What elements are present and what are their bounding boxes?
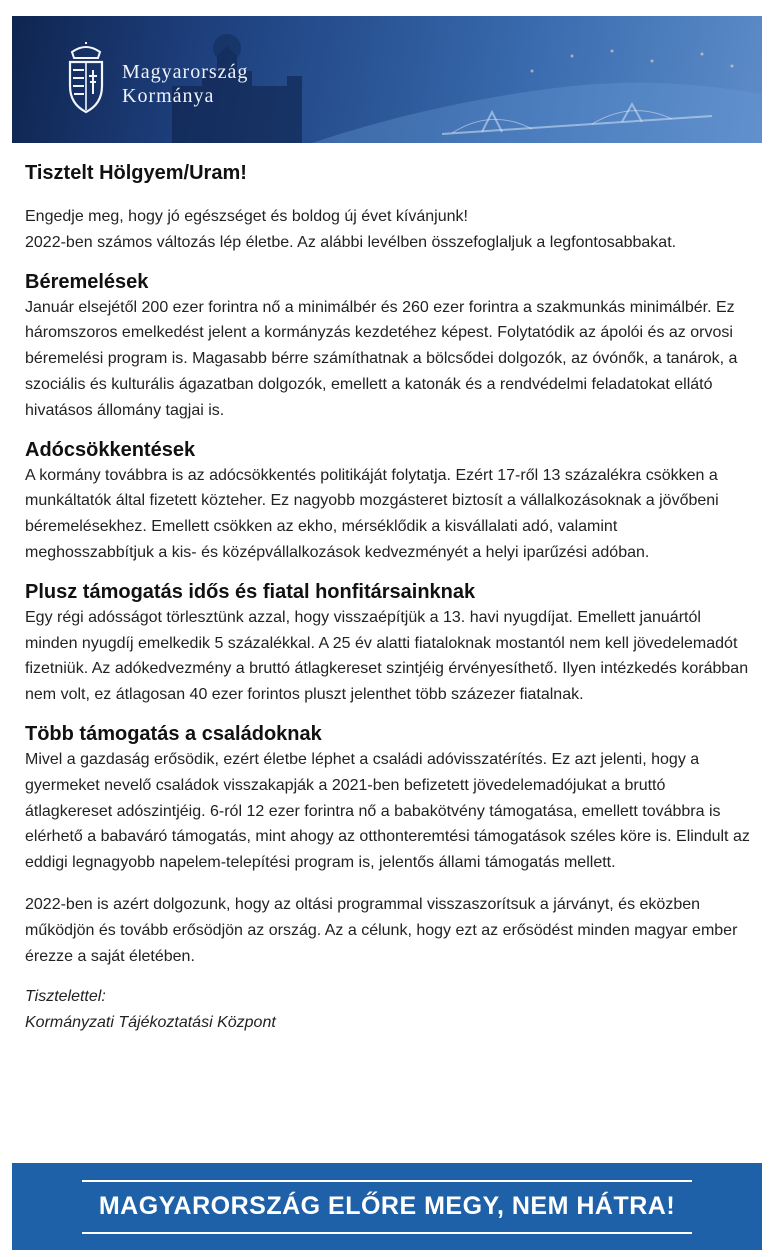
section-heading: Plusz támogatás idős és fiatal honfitársainknak xyxy=(25,580,476,603)
section-family-support xyxy=(25,722,750,876)
hungarian-coat-of-arms-icon xyxy=(62,42,110,114)
section-wage-increase xyxy=(25,270,750,424)
section-body: Január elsejétől 200 ezer forintra nő a minimálbér és 260 ezer forintra a szakmunkás minimálbér. Ez háromszoros emelkedést jelent a kormányzás kezdetéhez képest. Folytatódik az ápolói és az orvosi béremelési program is. Magasabb bérre számíthatnak a bölcsődei dolgozók, az óvónők, a tanárok, a szociális és kulturális ágazatban dolgozók, emellett a katonák és a rendvédelmi feladatokat ellátó hivatásos állomány tagjai is. xyxy=(25,298,738,419)
section-tax-cuts xyxy=(25,438,750,566)
brand-line1: Magyarország xyxy=(122,61,249,83)
header-banner xyxy=(12,16,762,143)
footer-slogan: MAGYARORSZÁG ELŐRE MEGY, NEM HÁTRA! xyxy=(98,1192,676,1220)
section-elderly-young-support xyxy=(25,580,750,708)
brand-line2: Kormánya xyxy=(122,85,215,107)
closing-paragraph: 2022-ben is azért dolgozunk, hogy az oltási programmal visszaszorítsuk a járványt, és eközben működjön és tovább erősödjön az ország. Az a célunk, hogy ezt az erősödést minden magyar ember érezze a saját életében. xyxy=(25,895,738,965)
section-body: A kormány továbbra is az adócsökkentés politikáját folytatja. Ezért 17-ről 13 százalékra csökken a munkáltatók által fizetett közteher. Ez nagyobb mozgásteret biztosít a vállalkozásoknak a jövőbeni béremelésekhez. Emellett csökken az ekho, mérséklődik a kisvállalati adó, valamint meghosszabbítjuk a kis- és középvállalkozások kedvezményét a helyi iparűzési adóban. xyxy=(25,466,719,561)
intro-line: 2022-ben számos változás lép életbe. Az alábbi levélben összefoglaljuk a legfontosabbakat. xyxy=(25,233,677,251)
salutation: Tisztelt Hölgyem/Uram! xyxy=(25,162,247,184)
signoff xyxy=(25,984,750,1036)
letter-body xyxy=(25,158,750,1036)
intro-line: Engedje meg, hogy jó egészséget és boldog új évet kívánjunk! xyxy=(25,208,468,225)
government-brand xyxy=(122,60,248,108)
signoff-greeting: Tisztelettel: xyxy=(25,988,106,1006)
section-heading: Több támogatás a családoknak xyxy=(25,722,322,745)
section-heading: Béremelések xyxy=(25,270,149,293)
signoff-sender: Kormányzati Tájékoztatási Központ xyxy=(25,1014,276,1032)
section-heading: Adócsökkentések xyxy=(25,438,196,461)
section-body: Egy régi adósságot törlesztünk azzal, hogy visszaépítjük a 13. havi nyugdíjat. Emellett januártól minden nyugdíj emelkedik 5 százalékkal. A 25 év alatti fiataloknak mostantól nem kell jövedelemadót fizetniük. Az adókedvezmény a bruttó átlagkereset szintjéig érvényesíthető. Ilyen intézkedés korábban nem volt, ez átlagosan 40 ezer forintos pluszt jelenthet több százezer fiatalnak. xyxy=(25,608,749,704)
section-body: Mivel a gazdaság erősödik, ezért életbe léphet a családi adóvisszatérítés. Ez azt jelenti, hogy a gyermeket nevelő családok visszakapják a 2021-ben befizetett jövedelemadójukat a bruttó átlagkereset adószintjéig. 6-ról 12 ezer forintra nő a babakötvény támogatása, emellett továbbra is elérhető a babaváró támogatás, mint ahogy az otthonteremtési támogatások széles köre is. Elindult az eddigi legnagyobb napelem-telepítési program is, jelentős állami támogatás mellett. xyxy=(25,750,750,872)
intro-block xyxy=(25,204,750,256)
footer-banner xyxy=(12,1163,762,1250)
